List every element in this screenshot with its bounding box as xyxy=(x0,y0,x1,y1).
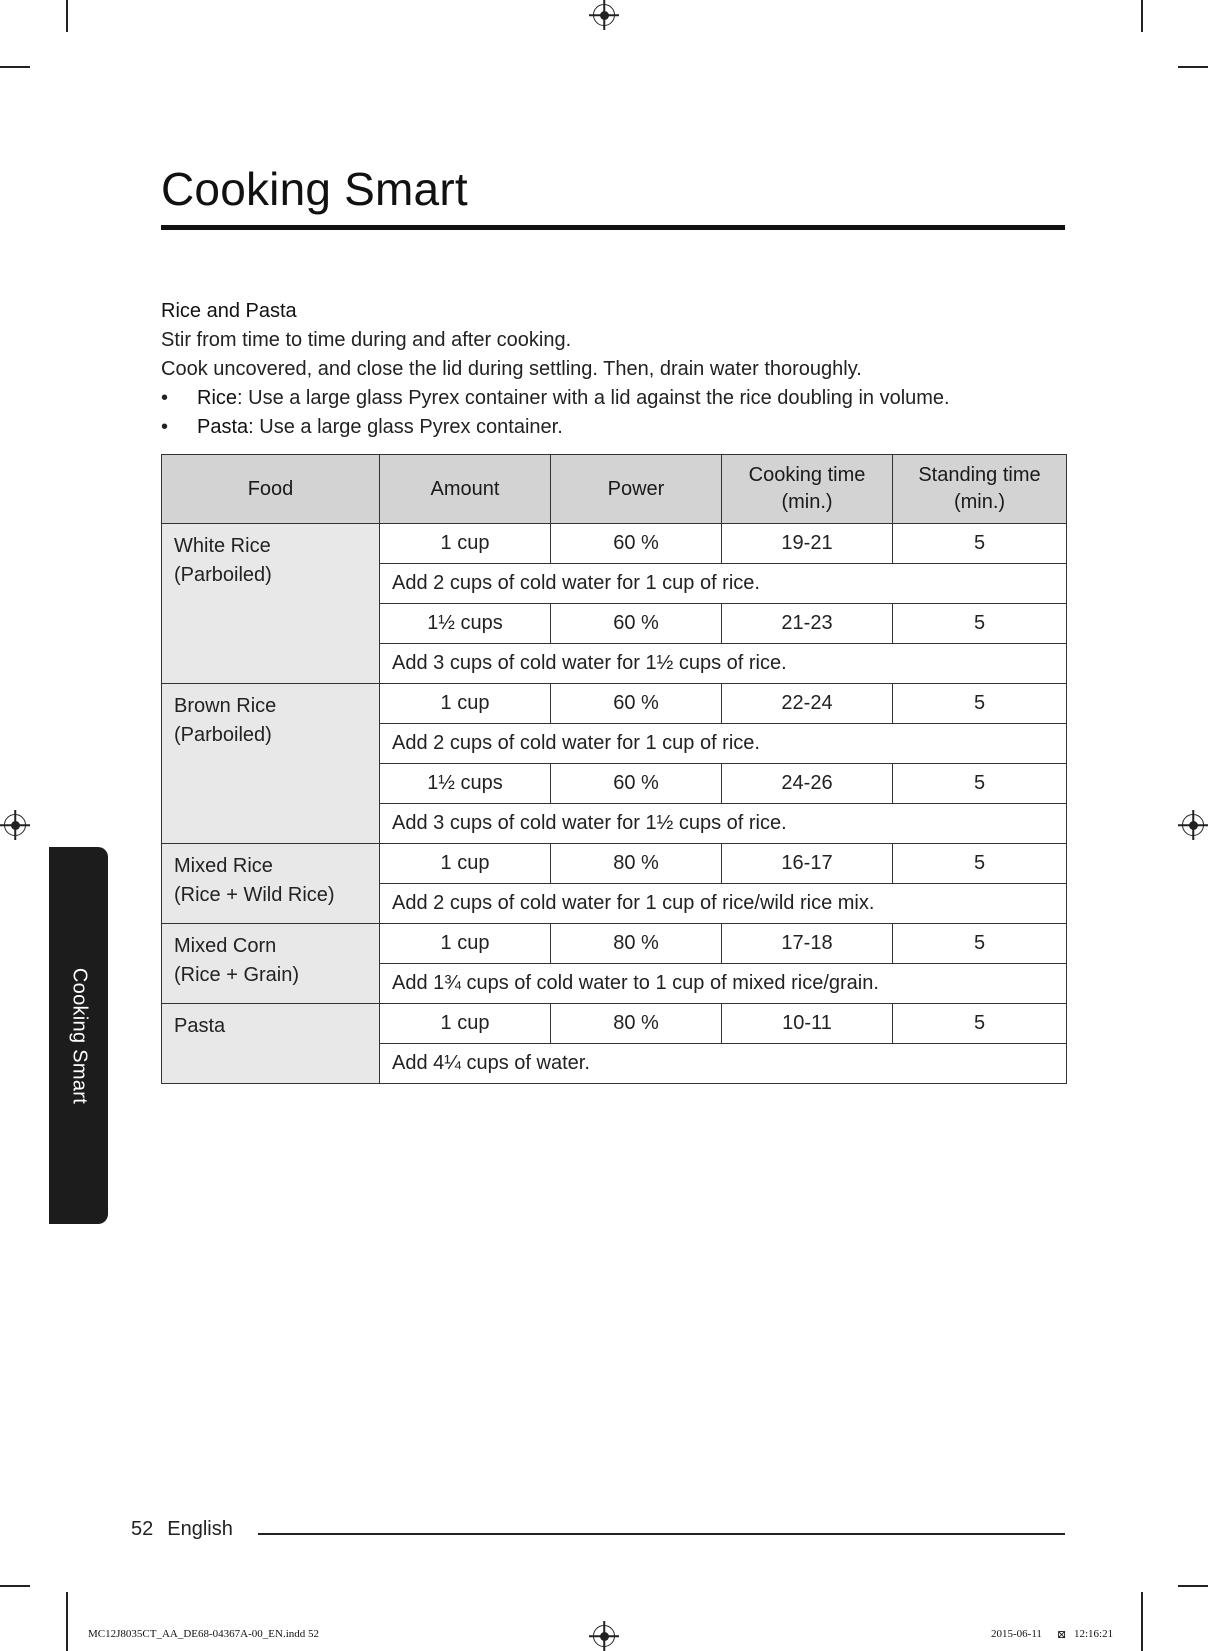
standing-time-cell: 5 xyxy=(893,684,1067,724)
note-cell: Add 3 cups of cold water for 1½ cups of rice. xyxy=(380,644,1067,684)
amount-cell: 1 cup xyxy=(380,924,551,964)
bullet-icon: • xyxy=(161,387,169,409)
intro-line: Stir from time to time during and after cooking. xyxy=(161,329,572,351)
standing-time-cell: 5 xyxy=(893,1004,1067,1044)
amount-cell: 1½ cups xyxy=(380,604,551,644)
bullet-term: Rice xyxy=(197,387,238,409)
page-number: 52 xyxy=(131,1518,154,1540)
table-row xyxy=(162,684,1067,724)
food-name: Mixed Corn xyxy=(174,935,277,957)
food-name: Pasta xyxy=(174,1015,226,1037)
note-cell: Add 2 cups of cold water for 1 cup of rice/wild rice mix. xyxy=(380,884,1067,924)
crop-mark xyxy=(1141,1592,1143,1651)
slug-time: 12:16:21 xyxy=(1074,1628,1114,1640)
standing-time-cell: 5 xyxy=(893,924,1067,964)
standing-time-cell: 5 xyxy=(893,524,1067,564)
header-power: Power xyxy=(551,455,722,524)
power-cell: 60 % xyxy=(551,684,722,724)
registration-mark-icon xyxy=(4,814,26,836)
power-cell: 80 % xyxy=(551,844,722,884)
header-food: Food xyxy=(162,455,380,524)
cooking-time-cell: 19-21 xyxy=(722,524,893,564)
power-cell: 80 % xyxy=(551,1004,722,1044)
bullet-text: : Use a large glass Pyrex container with a lid against the rice doubling in volume. xyxy=(237,387,950,409)
crop-mark xyxy=(0,66,30,68)
header-cooking-time xyxy=(722,455,893,524)
food-detail: (Parboiled) xyxy=(174,724,272,746)
header-line: (min.) xyxy=(781,491,833,513)
food-cell xyxy=(162,924,380,1004)
food-detail: (Rice + Wild Rice) xyxy=(174,884,335,906)
amount-cell: 1 cup xyxy=(380,684,551,724)
bullet-icon: • xyxy=(161,416,169,438)
power-cell: 60 % xyxy=(551,524,722,564)
table-row xyxy=(162,924,1067,964)
header-line: Standing time xyxy=(918,464,1041,486)
standing-time-cell: 5 xyxy=(893,604,1067,644)
bullet-text: : Use a large glass Pyrex container. xyxy=(248,416,563,438)
section-heading: Rice and Pasta xyxy=(161,300,297,322)
note-cell: Add 2 cups of cold water for 1 cup of rice. xyxy=(380,724,1067,764)
header-line: (min.) xyxy=(953,491,1006,513)
header-standing-time xyxy=(893,455,1067,524)
standing-time-cell: 5 xyxy=(893,764,1067,804)
cooking-table xyxy=(161,454,1067,1084)
footer-rule xyxy=(258,1533,1065,1535)
slug-filename: MC12J8035CT_AA_DE68-04367A-00_EN.indd 52 xyxy=(88,1628,319,1640)
registration-mark-icon xyxy=(593,4,615,26)
registration-mark-icon xyxy=(593,1625,615,1647)
food-cell xyxy=(162,684,380,844)
bullet-term: Pasta xyxy=(197,416,249,438)
page-footer xyxy=(131,1518,233,1541)
amount-cell: 1 cup xyxy=(380,844,551,884)
food-name: Mixed Rice xyxy=(174,855,273,877)
crop-mark xyxy=(1178,66,1208,68)
food-name: Brown Rice xyxy=(174,695,277,717)
slug-glyph-icon: ⊠ xyxy=(1057,1629,1067,1641)
power-cell: 60 % xyxy=(551,764,722,804)
cooking-time-cell: 24-26 xyxy=(722,764,893,804)
cooking-time-cell: 16-17 xyxy=(722,844,893,884)
header-amount: Amount xyxy=(380,455,551,524)
standing-time-cell: 5 xyxy=(893,844,1067,884)
power-cell: 60 % xyxy=(551,604,722,644)
intro-line: Cook uncovered, and close the lid during settling. Then, drain water thoroughly. xyxy=(161,358,862,380)
crop-mark xyxy=(66,0,68,32)
crop-mark xyxy=(1141,0,1143,32)
cooking-time-cell: 22-24 xyxy=(722,684,893,724)
crop-mark xyxy=(0,1585,30,1587)
amount-cell: 1½ cups xyxy=(380,764,551,804)
intro-section xyxy=(161,297,1065,442)
side-tab-label: Cooking Smart xyxy=(68,967,90,1104)
cooking-time-cell: 17-18 xyxy=(722,924,893,964)
food-cell xyxy=(162,524,380,684)
note-cell: Add 2 cups of cold water for 1 cup of rice. xyxy=(380,564,1067,604)
food-detail: (Rice + Grain) xyxy=(174,964,300,986)
header-line: Cooking time xyxy=(748,464,866,486)
crop-mark xyxy=(66,1592,68,1651)
table-row xyxy=(162,1004,1067,1044)
bullet-item xyxy=(161,413,1065,442)
power-cell: 80 % xyxy=(551,924,722,964)
title-rule xyxy=(161,225,1065,230)
registration-mark-icon xyxy=(1182,814,1204,836)
bullet-list xyxy=(161,384,1065,442)
food-cell xyxy=(162,1004,380,1084)
table-header-row xyxy=(162,455,1067,524)
food-cell xyxy=(162,844,380,924)
table-row xyxy=(162,524,1067,564)
amount-cell: 1 cup xyxy=(380,524,551,564)
note-cell: Add 1¾ cups of cold water to 1 cup of mixed rice/grain. xyxy=(380,964,1067,1004)
footer-language: English xyxy=(167,1518,233,1540)
table-row xyxy=(162,844,1067,884)
crop-mark xyxy=(1178,1585,1208,1587)
bullet-item xyxy=(161,384,1065,413)
page-title: Cooking Smart xyxy=(161,163,468,215)
food-detail: (Parboiled) xyxy=(174,564,272,586)
note-cell: Add 4¼ cups of water. xyxy=(380,1044,1067,1084)
amount-cell: 1 cup xyxy=(380,1004,551,1044)
note-cell: Add 3 cups of cold water for 1½ cups of rice. xyxy=(380,804,1067,844)
food-name: White Rice xyxy=(174,535,271,557)
cooking-time-cell: 21-23 xyxy=(722,604,893,644)
slug-date: 2015-06-11 xyxy=(991,1628,1042,1640)
cooking-time-cell: 10-11 xyxy=(722,1004,893,1044)
side-section-tab xyxy=(49,847,108,1224)
